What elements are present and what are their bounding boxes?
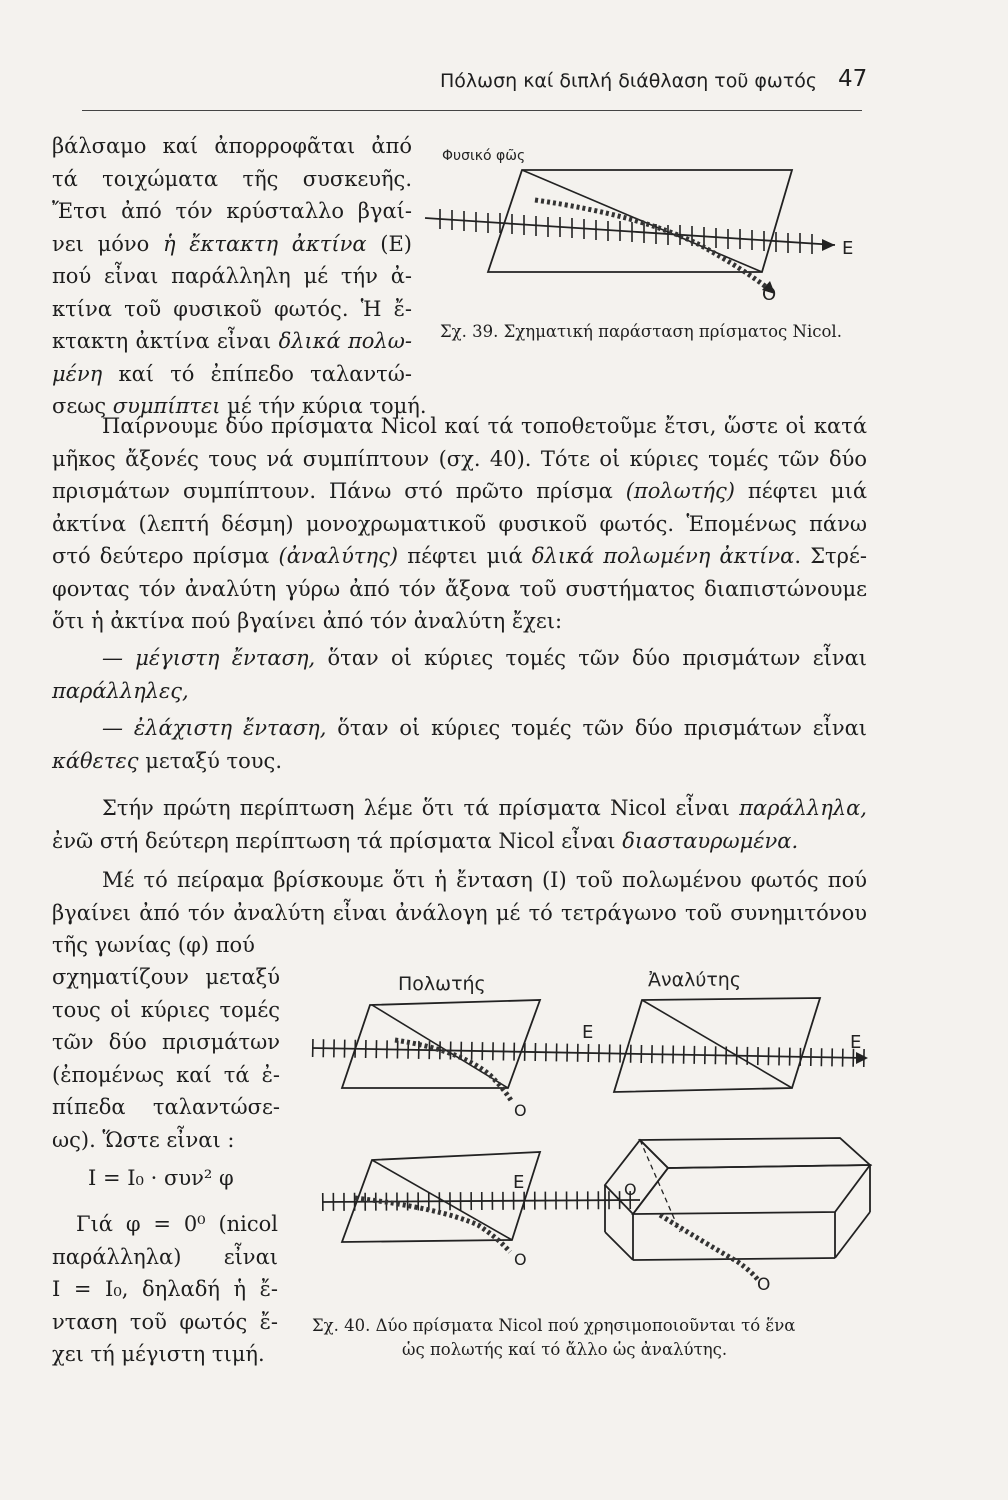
text-line: — ἐλάχιστη ἔνταση, ὅταν οἱ κύριες τομές τῶν δύο πρισμάτων εἶναι [102, 716, 868, 740]
text-line: νει μόνο ἡ ἔκτακτη ἀκτίνα (Ε) [52, 231, 412, 256]
label-natural-light: Φυσικό φῶς [442, 148, 526, 164]
text-line: (ἐπομένως καί τά ἐ- [52, 1062, 280, 1087]
text-line: Ι = Ι₀, δηλαδή ἡ ἔ- [52, 1277, 278, 1301]
text-line: μένη καί τό ἐπίπεδο ταλαντώ- [52, 361, 412, 386]
text-line: φοντας τόν ἀναλύτη γύρω ἀπό τόν ἄξονα τοῦ συστήματος διαπιστώνουμε [52, 576, 867, 601]
text-line: Ἔτσι ἀπό τόν κρύσταλλο βγαί- [52, 199, 412, 223]
label-analyzer: Ἀναλύτης [648, 969, 742, 991]
text-line: Στήν πρώτη περίπτωση λέμε ὅτι τά πρίσματα Nicol εἶναι παράλληλα, [102, 796, 867, 820]
text-line: πίπεδα ταλαντώσε- [52, 1095, 280, 1119]
polarizer-upper [342, 1000, 540, 1088]
text-line: νταση τοῦ φωτός ἔ- [52, 1309, 278, 1334]
label-O: Ο [762, 284, 777, 305]
text-line: κτακτη ἀκτίνα εἶναι δλικά πολω- [52, 329, 412, 353]
text-line: βγαίνει ἀπό τόν ἀναλύτη εἶναι ἀνάλογη μέ τό τετράγωνο τοῦ συνημιτόνου [52, 900, 867, 925]
label-O-lower-1: Ο [514, 1250, 527, 1269]
text-line: ἐνῶ στή δεύτερη περίπτωση τά πρίσματα Nicol εἶναι διασταυρωμένα. [52, 828, 799, 853]
text-line: — μέγιστη ἔνταση, ὅταν οἱ κύριες τομές τῶν δύο πρισμάτων εἶναι [102, 646, 867, 670]
text-line: ως). Ὥστε εἶναι : [52, 1127, 235, 1152]
page-number: 47 [838, 66, 868, 92]
text-line: πρισμάτων συμπίπτουν. Πάνω στό πρῶτο πρίσμα (πολωτής) πέφτει μιά [52, 479, 867, 503]
figure-40-caption-line-2: ὡς πολωτής καί τό ἄλλο ὡς ἀναλύτης. [402, 1340, 728, 1359]
label-E-upper-2: Ε [850, 1032, 862, 1053]
label-O-lower-3: Ο [757, 1275, 771, 1295]
text-line: τά τοιχώματα τῆς συσκευῆς. [52, 166, 412, 191]
text-line: ἀκτίνα (λεπτή δέσμη) μονοχρωματικοῦ φυσικοῦ φωτός. Ἑπομένως πάνω [52, 511, 867, 536]
analyzer-crossed-3d [605, 1138, 870, 1260]
label-E-lower: Ε [513, 1172, 525, 1193]
text-line: παράλληλα) εἶναι [52, 1244, 278, 1269]
analyzer-upper [614, 998, 820, 1092]
text-line: βάλσαμο καί ἀπορροφᾶται ἀπό [52, 134, 412, 158]
text-line: παράλληλες, [52, 678, 189, 703]
text-line: στό δεύτερο πρίσμα (ἀναλύτης) πέφτει μιά δλικά πολωμένη ἀκτίνα. Στρέ- [52, 544, 867, 568]
running-header: Πόλωση καί διπλή διάθλαση τοῦ φωτός [440, 70, 818, 92]
text-line: ὅτι ἡ ἀκτίνα πού βγαίνει ἀπό τόν ἀναλύτη ἔχει: [52, 609, 563, 633]
figure-39-caption: Σχ. 39. Σχηματική παράσταση πρίσματος Nicol. [440, 322, 842, 341]
text-line: Μέ τό πείραμα βρίσκουμε ὅτι ἡ ἔνταση (Ι) τοῦ πολωμένου φωτός πού [102, 868, 867, 892]
label-polarizer: Πολωτής [398, 973, 486, 995]
text-line: τῆς γωνίας (φ) πού [52, 933, 255, 957]
figure-40-caption-line-1: Σχ. 40. Δύο πρίσματα Nicol πού χρησιμοποιοῦνται τό ἕνα [312, 1316, 796, 1335]
label-E-upper-1: Ε [582, 1022, 594, 1043]
label-O-lower-2: Ο [624, 1180, 637, 1199]
text-line: μῆκος ἄξονές τους νά συμπίπτουν (σχ. 40). Τότε οἱ κύριες τομές τῶν δύο [52, 446, 867, 471]
text-line: σεως συμπίπτει μέ τήν κύρια τομή. [52, 394, 427, 418]
polarizer-lower [342, 1152, 540, 1242]
formula-intensity: Ι = Ι₀ · συν² φ [88, 1166, 234, 1190]
text-line: Γιά φ = 0⁰ (nicol [76, 1212, 278, 1236]
text-line: τους οἱ κύριες τομές [52, 997, 280, 1022]
text-line: κτίνα τοῦ φυσικοῦ φωτός. Ἡ ἔ- [52, 296, 412, 321]
label-O-upper: Ο [514, 1101, 527, 1120]
text-line: σχηματίζουν μεταξύ [52, 965, 280, 989]
text-line: Παίρνουμε δύο πρίσματα Nicol καί τά τοποθετοῦμε ἔτσι, ὥστε οἱ κατά [102, 414, 867, 438]
text-line: κάθετες μεταξύ τους. [52, 748, 282, 773]
text-line: πού εἶναι παράλληλη μέ τήν ἀ- [52, 264, 412, 288]
text-line: τῶν δύο πρισμάτων [52, 1030, 280, 1054]
label-E: Ε [842, 238, 854, 259]
text-line: χει τή μέγιστη τιμή. [52, 1342, 265, 1366]
